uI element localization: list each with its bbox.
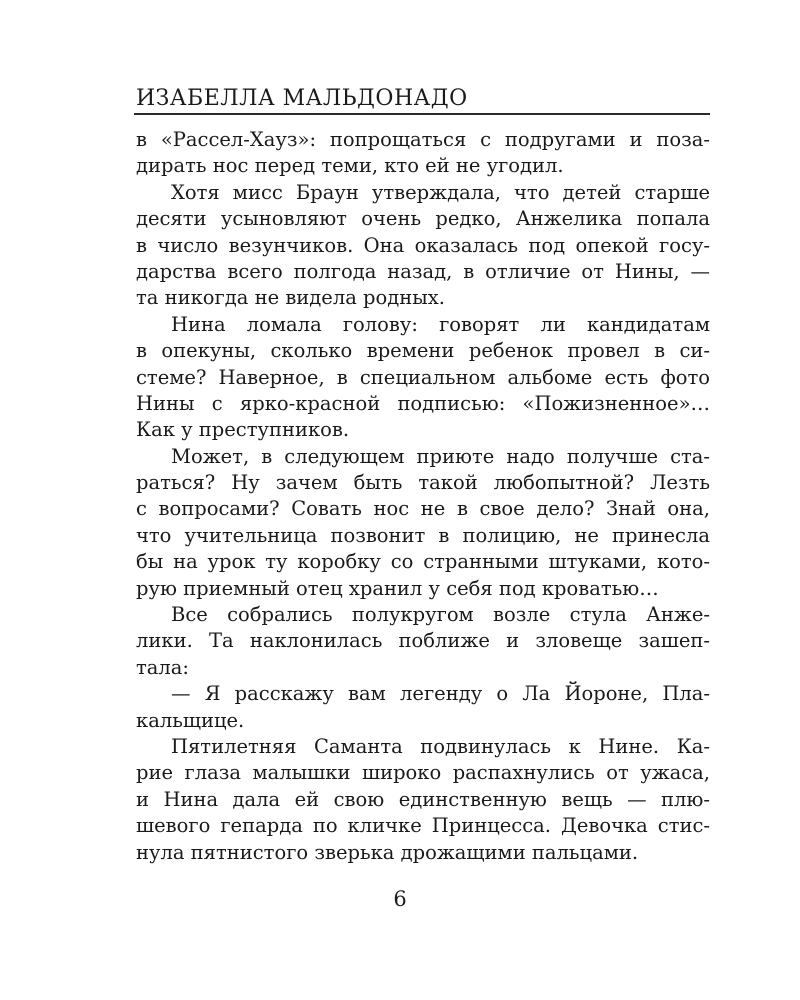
text-line: шевого гепарда по кличке Принцесса. Девочка стис- xyxy=(136,814,710,838)
text-line: в число везунчиков. Она оказалась под опекой госу- xyxy=(136,233,710,257)
text-line: десяти усыновляют очень редко, Анжелика попала xyxy=(136,207,710,231)
text-line: рую приемный отец хранил у себя под кроватью… xyxy=(136,576,659,600)
text-line: дарства всего полгода назад, в отличие от Нины, — xyxy=(136,259,710,283)
text-line: тала: xyxy=(136,655,189,679)
text-line: Хотя мисс Браун утверждала, что детей старше xyxy=(171,180,710,204)
text-line: кальщице. xyxy=(136,708,245,732)
text-line: та никогда не видела родных. xyxy=(136,286,445,310)
text-line: Как у преступников. xyxy=(136,418,350,442)
text-line: Пятилетняя Саманта подвинулась к Нине. Ка- xyxy=(171,734,710,758)
text-line: дирать нос перед теми, кто ей не угодил. xyxy=(136,154,564,178)
body-text xyxy=(136,127,710,866)
text-line: бы на урок ту коробку со странными штуками, кото- xyxy=(136,550,710,574)
text-line: — Я расскажу вам легенду о Ла Йороне, Пла- xyxy=(171,682,710,706)
text-line: с вопросами? Совать нос не в свое дело? Знай она, xyxy=(136,497,710,521)
page-number: 6 xyxy=(393,887,407,911)
text-line: нула пятнистого зверька дрожащими пальцами. xyxy=(136,840,639,864)
text-line: Нины с ярко-красной подписью: «Пожизненное»… xyxy=(136,391,710,415)
text-line: стеме? Наверное, в специальном альбоме есть фото xyxy=(136,365,710,389)
running-title: ИЗАБЕЛЛА МАЛЬДОНАДО xyxy=(136,86,468,111)
text-line: рие глаза малышки широко распахнулись от ужаса, xyxy=(136,761,710,785)
text-line: Все собрались полукругом возле стула Анже- xyxy=(171,603,710,627)
text-line: Нина ломала голову: говорят ли кандидатам xyxy=(171,312,710,336)
text-line: что учительница позвонит в полицию, не принесла xyxy=(136,523,710,547)
text-line: и Нина дала ей свою единственную вещь — плю- xyxy=(136,787,710,811)
text-line: Может, в следующем приюте надо получше ста- xyxy=(171,444,710,468)
text-line: раться? Ну зачем быть такой любопытной? Лезть xyxy=(136,471,710,495)
text-line: в опекуны, сколько времени ребенок провел в си- xyxy=(136,339,710,363)
text-line: лики. Та наклонилась поближе и зловеще зашеп- xyxy=(136,629,710,653)
text-line: в «Рассел-Хауз»: попрощаться с подругами и поза- xyxy=(136,128,710,151)
running-header xyxy=(134,86,710,115)
